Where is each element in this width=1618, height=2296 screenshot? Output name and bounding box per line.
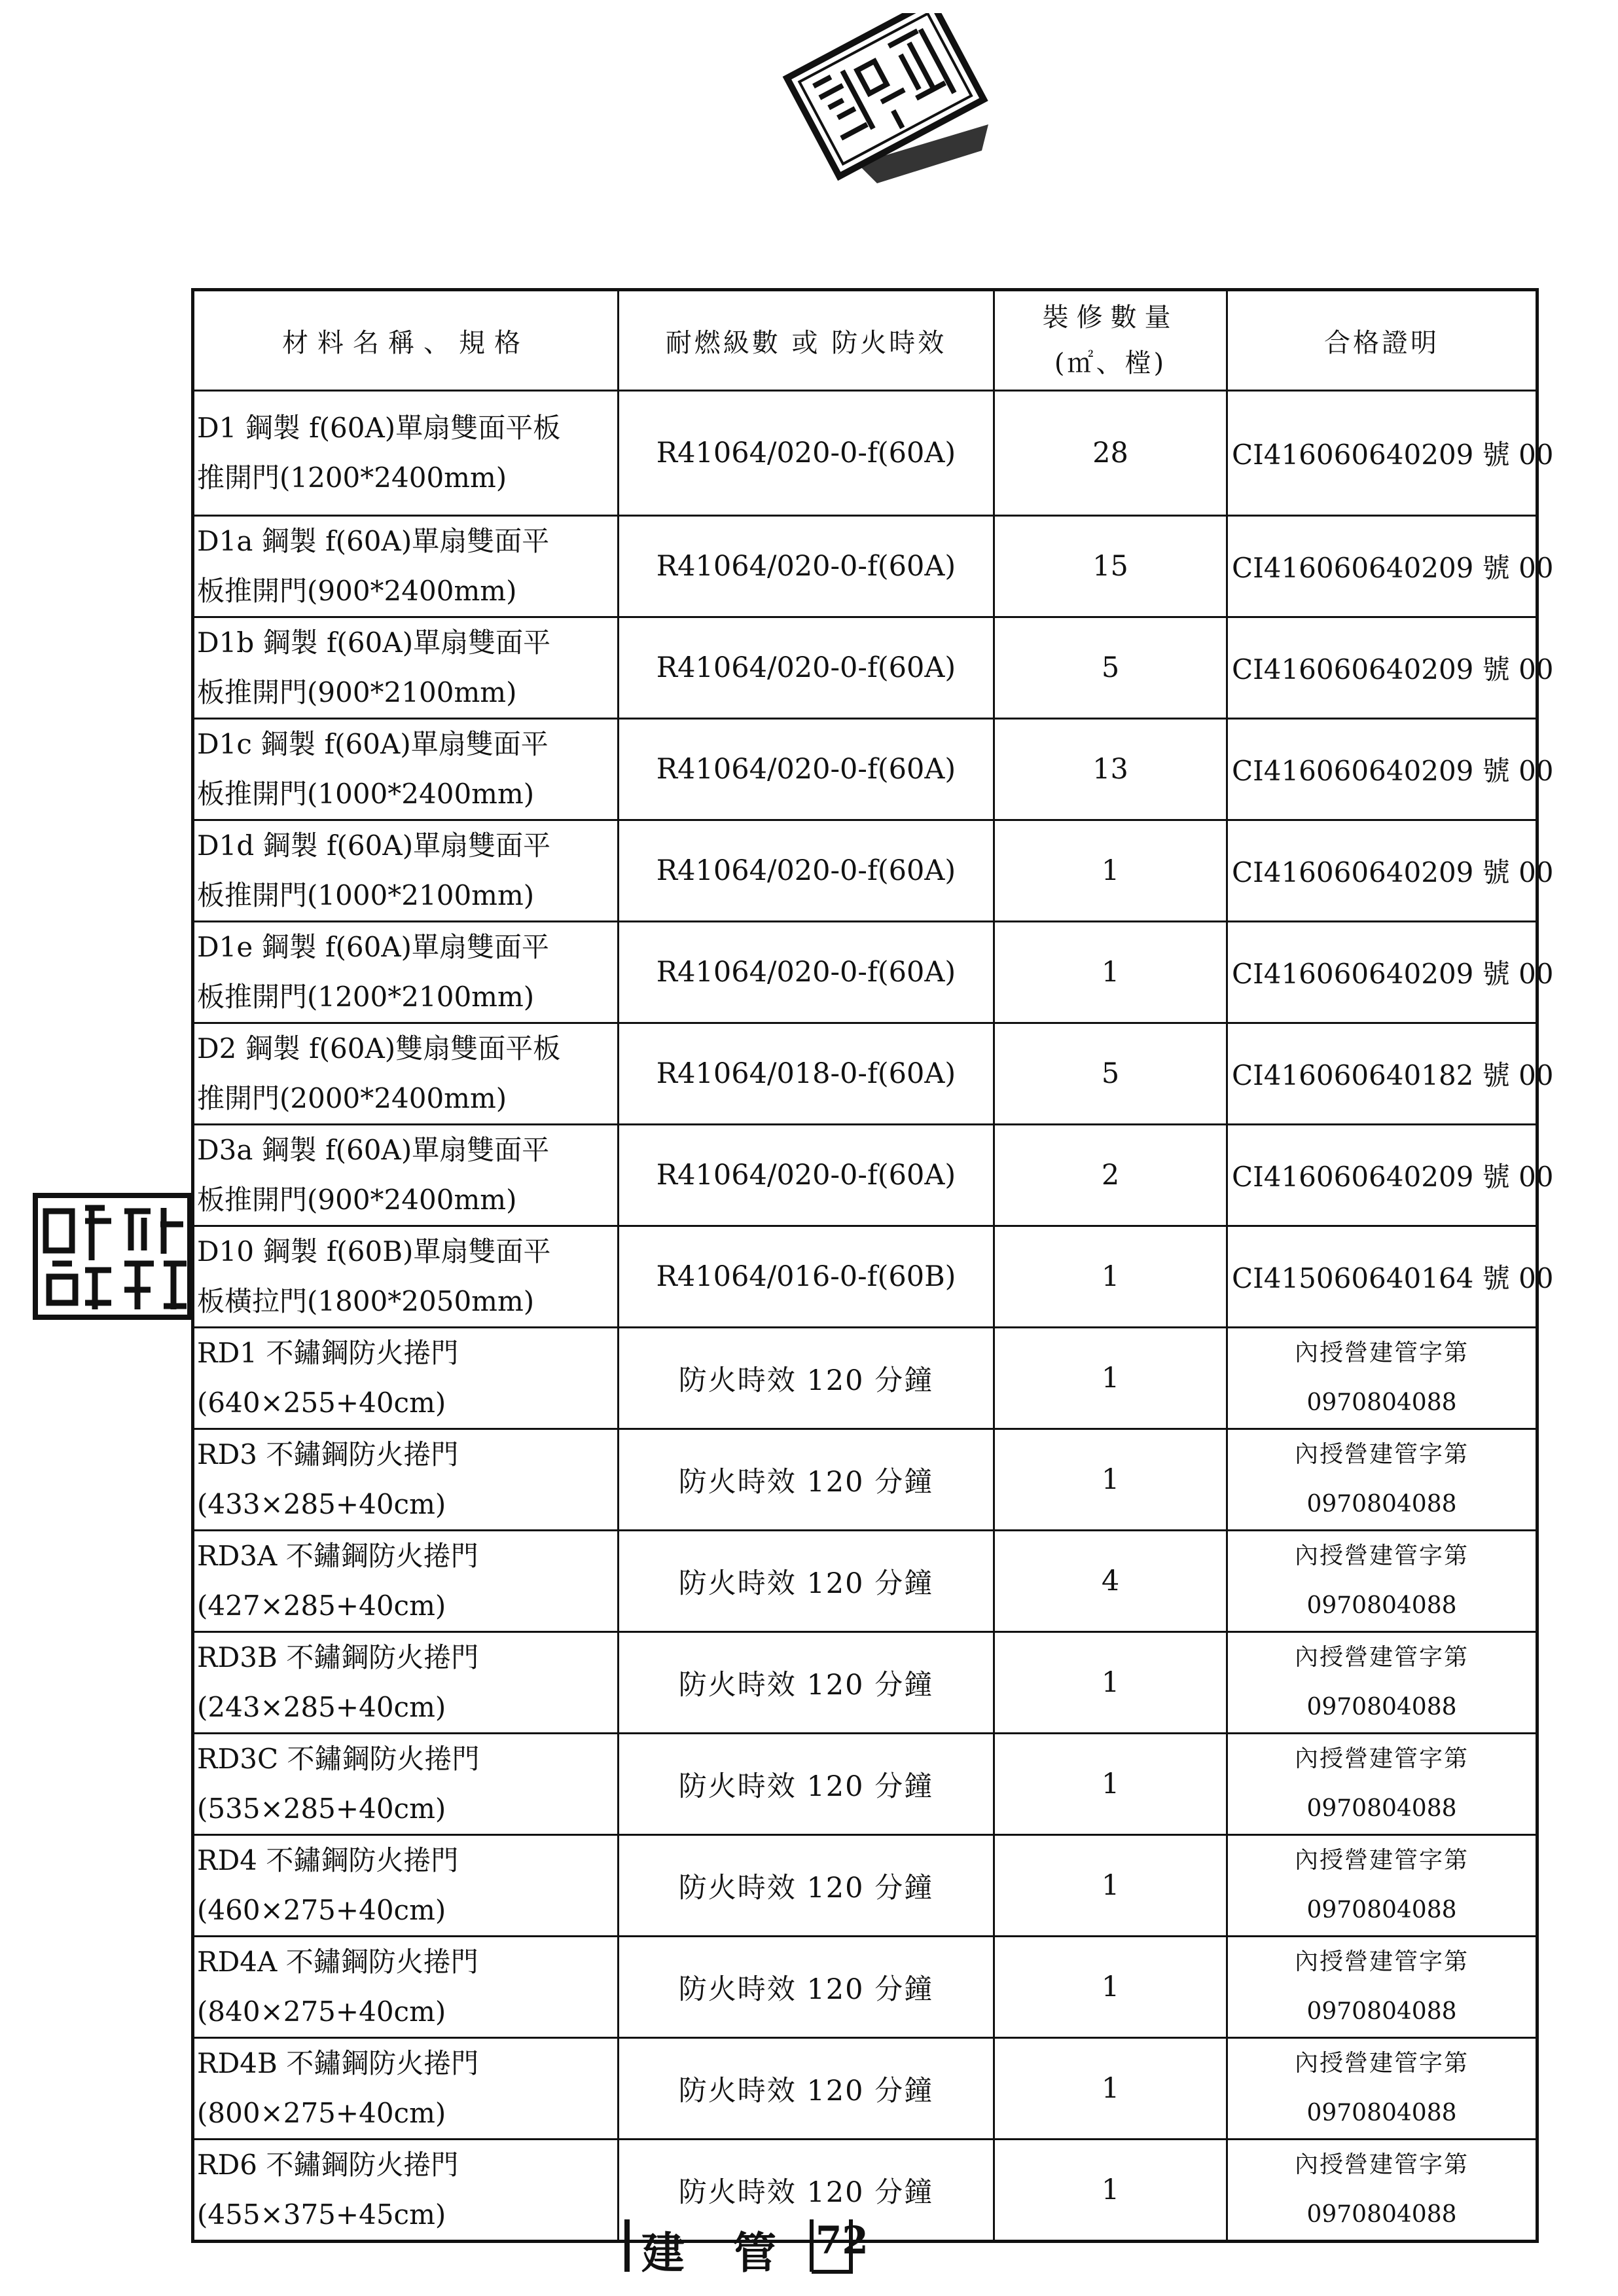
quantity-cell: 5: [994, 617, 1227, 719]
certificate-line1: 內授營建管字第: [1294, 2151, 1469, 2178]
material-name-line1: D10 鋼製 f(60B)單扇雙面平: [197, 1235, 551, 1267]
material-name-line1: RD3 不鏽鋼防火捲門: [197, 1438, 459, 1470]
material-name-line1: RD4A 不鏽鋼防火捲門: [197, 1946, 478, 1978]
material-name-line2: (433×285+40cm): [197, 1488, 446, 1520]
material-name-cell: [193, 1531, 619, 1632]
quantity-cell: 5: [994, 1023, 1227, 1125]
material-name-line1: D1e 鋼製 f(60A)單扇雙面平: [197, 931, 550, 963]
table-row: [193, 1429, 1537, 1531]
table-row: [193, 516, 1537, 617]
material-name-line1: D3a 鋼製 f(60A)單扇雙面平: [197, 1134, 550, 1166]
certificate-line2: 0970804088: [1306, 1897, 1457, 1923]
material-name-line1: D1c 鋼製 f(60A)單扇雙面平: [197, 728, 548, 760]
header-certificate: 合格證明: [1227, 290, 1537, 391]
certificate-line2: 0970804088: [1306, 1491, 1457, 1518]
fire-rating-cell: 防火時效 120 分鐘: [619, 1835, 994, 1937]
materials-table: [191, 288, 1554, 2243]
footer-char-1: 建: [641, 2227, 685, 2278]
certificate-line1: 內授營建管字第: [1294, 1441, 1469, 1468]
material-name-line2: 板推開門(900*2400mm): [197, 1184, 517, 1216]
certificate-cell: [1227, 1023, 1554, 1125]
material-name-line2: 推開門(1200*2400mm): [197, 462, 507, 494]
material-name-line2: (427×285+40cm): [197, 1590, 446, 1622]
fire-rating-cell: R41064/020-0-f(60A): [619, 1125, 994, 1226]
table-row: [193, 719, 1537, 820]
material-name-line1: D1a 鋼製 f(60A)單扇雙面平: [197, 525, 550, 557]
table-header-row: [193, 290, 1537, 391]
quantity-cell: 28: [994, 391, 1227, 516]
certificate-cell: [1227, 2140, 1537, 2242]
fire-rating-cell: R41064/020-0-f(60A): [619, 391, 994, 516]
fire-rating-cell: 防火時效 120 分鐘: [619, 1937, 994, 2038]
fire-rating-cell: R41064/020-0-f(60A): [619, 922, 994, 1023]
fire-rating-cell: R41064/020-0-f(60A): [619, 516, 994, 617]
table-row: [193, 1226, 1537, 1328]
material-name-line1: RD1 不鏽鋼防火捲門: [197, 1337, 459, 1369]
certificate-line2: 0970804088: [1306, 1694, 1457, 1721]
table-row: [193, 1632, 1537, 1734]
header-quantity-line2: (㎡、樘): [1054, 348, 1167, 378]
quantity-cell: 1: [994, 1734, 1227, 1835]
certificate-line1: CI416060640209 號 00: [1232, 755, 1554, 787]
footer-page-number: 72: [816, 2218, 869, 2263]
material-name-line2: (640×255+40cm): [197, 1387, 446, 1419]
certificate-line2: 0970804088: [1306, 2201, 1457, 2228]
certificate-cell: [1227, 1125, 1554, 1226]
material-name-line2: 推開門(2000*2400mm): [197, 1082, 507, 1114]
certificate-cell: [1227, 719, 1554, 820]
certificate-line2: 0970804088: [1306, 2100, 1457, 2126]
certificate-line2: 0970804088: [1306, 1998, 1457, 2025]
header-quantity-line1: 裝修數量: [1042, 302, 1179, 333]
material-name-cell: [193, 391, 619, 516]
fire-rating-cell: R41064/020-0-f(60A): [619, 719, 994, 820]
certificate-cell: [1227, 516, 1554, 617]
fire-rating-cell: 防火時效 120 分鐘: [619, 1734, 994, 1835]
certificate-line1: 內授營建管字第: [1294, 2050, 1469, 2077]
certificate-cell: [1227, 617, 1554, 719]
certificate-line1: 內授營建管字第: [1294, 1542, 1469, 1569]
material-name-cell: [193, 1125, 619, 1226]
quantity-cell: 1: [994, 2140, 1227, 2242]
fire-rating-cell: 防火時效 120 分鐘: [619, 2038, 994, 2140]
table-row: [193, 1328, 1537, 1429]
material-name-line2: 板推開門(1000*2400mm): [197, 778, 535, 810]
material-name-line2: 板推開門(900*2400mm): [197, 575, 517, 607]
material-name-line2: 板推開門(900*2100mm): [197, 676, 517, 708]
material-name-cell: [193, 2140, 619, 2242]
material-name-cell: [193, 820, 619, 922]
certificate-cell: [1227, 820, 1554, 922]
header-material-name: 材料名稱、規格: [193, 290, 619, 391]
quantity-cell: 4: [994, 1531, 1227, 1632]
certificate-cell: [1227, 1531, 1537, 1632]
certificate-line2: 0970804088: [1306, 1795, 1457, 1822]
material-name-line1: D1b 鋼製 f(60A)單扇雙面平: [197, 627, 551, 659]
certificate-line1: CI415060640164 號 00: [1232, 1262, 1554, 1294]
quantity-cell: 15: [994, 516, 1227, 617]
material-name-line1: RD6 不鏽鋼防火捲門: [197, 2149, 459, 2181]
material-name-line1: D1d 鋼製 f(60A)單扇雙面平: [197, 829, 551, 862]
material-name-line1: RD4B 不鏽鋼防火捲門: [197, 2047, 479, 2079]
table-row: [193, 617, 1537, 719]
certificate-cell: [1227, 1734, 1537, 1835]
certificate-line1: CI416060640209 號 00: [1232, 653, 1554, 685]
certificate-cell: [1227, 1835, 1537, 1937]
certificate-cell: [1227, 391, 1554, 516]
certificate-line1: CI416060640209 號 00: [1232, 958, 1554, 990]
certificate-line1: CI416060640209 號 00: [1232, 1161, 1554, 1193]
quantity-cell: 1: [994, 1632, 1227, 1734]
certificate-cell: [1227, 1429, 1537, 1531]
material-name-line1: RD3B 不鏽鋼防火捲門: [197, 1641, 479, 1673]
fire-rating-cell: R41064/020-0-f(60A): [619, 617, 994, 719]
certificate-line2: 0970804088: [1306, 1592, 1457, 1619]
material-name-cell: [193, 1023, 619, 1125]
material-name-cell: [193, 719, 619, 820]
material-name-line2: (535×285+40cm): [197, 1793, 446, 1825]
material-name-cell: [193, 516, 619, 617]
certificate-line1: 內授營建管字第: [1294, 1847, 1469, 1874]
table-row: [193, 820, 1537, 922]
material-name-line2: 板橫拉門(1800*2050mm): [197, 1285, 535, 1317]
table-row: [193, 922, 1537, 1023]
certificate-line1: 內授營建管字第: [1294, 1644, 1469, 1671]
fire-rating-cell: 防火時效 120 分鐘: [619, 1632, 994, 1734]
fire-rating-cell: 防火時效 120 分鐘: [619, 1328, 994, 1429]
header-quantity: [994, 290, 1227, 391]
quantity-cell: 1: [994, 820, 1227, 922]
quantity-cell: 1: [994, 1937, 1227, 2038]
fire-rating-cell: 防火時效 120 分鐘: [619, 2140, 994, 2242]
page-footer-stamp: [622, 2213, 871, 2278]
fire-rated-materials-table: [191, 288, 1554, 2243]
table-row: [193, 1937, 1537, 2038]
header-fire-rating: 耐燃級數 或 防火時效: [619, 290, 994, 391]
certificate-line2: 0970804088: [1306, 1389, 1457, 1416]
material-name-cell: [193, 1328, 619, 1429]
table-row: [193, 1023, 1537, 1125]
fire-rating-cell: 防火時效 120 分鐘: [619, 1531, 994, 1632]
material-name-line1: RD3C 不鏽鋼防火捲門: [197, 1743, 480, 1775]
quantity-cell: 1: [994, 1835, 1227, 1937]
material-name-cell: [193, 1937, 619, 2038]
fire-rating-cell: R41064/020-0-f(60A): [619, 820, 994, 922]
quantity-cell: 1: [994, 922, 1227, 1023]
material-name-cell: [193, 1835, 619, 1937]
certificate-cell: [1227, 2038, 1537, 2140]
material-name-line1: RD3A 不鏽鋼防火捲門: [197, 1540, 478, 1572]
quantity-cell: 1: [994, 1429, 1227, 1531]
material-name-cell: [193, 1226, 619, 1328]
official-seal-stamp: [779, 13, 995, 183]
fire-rating-cell: 防火時效 120 分鐘: [619, 1429, 994, 1531]
material-name-line1: D2 鋼製 f(60A)雙扇雙面平板: [197, 1032, 561, 1065]
quantity-cell: 2: [994, 1125, 1227, 1226]
table-row: [193, 1531, 1537, 1632]
material-name-line2: (800×275+40cm): [197, 2097, 446, 2129]
quantity-cell: 1: [994, 1328, 1227, 1429]
certificate-line1: CI416060640209 號 00: [1232, 856, 1554, 888]
material-name-cell: [193, 2038, 619, 2140]
fire-rating-cell: R41064/018-0-f(60A): [619, 1023, 994, 1125]
material-name-line2: (455×375+45cm): [197, 2198, 446, 2231]
certificate-line1: CI416060640182 號 00: [1232, 1059, 1554, 1091]
table-row: [193, 391, 1537, 516]
certificate-line1: 內授營建管字第: [1294, 1948, 1469, 1975]
table-row: [193, 1125, 1537, 1226]
material-name-cell: [193, 1429, 619, 1531]
material-name-line1: RD4 不鏽鋼防火捲門: [197, 1844, 459, 1876]
material-name-cell: [193, 922, 619, 1023]
material-name-line2: 板推開門(1000*2100mm): [197, 879, 535, 911]
material-name-cell: [193, 617, 619, 719]
material-name-line2: (840×275+40cm): [197, 1995, 446, 2028]
footer-char-2: 管: [733, 2227, 776, 2278]
material-name-line2: 板推開門(1200*2100mm): [197, 981, 535, 1013]
fire-rating-cell: R41064/016-0-f(60B): [619, 1226, 994, 1328]
certificate-line1: 內授營建管字第: [1294, 1339, 1469, 1366]
material-name-line2: (460×275+40cm): [197, 1894, 446, 1926]
certificate-line1: 內授營建管字第: [1294, 1745, 1469, 1772]
certificate-line1: CI416060640209 號 00: [1232, 439, 1554, 471]
certificate-cell: [1227, 1937, 1537, 2038]
material-name-cell: [193, 1734, 619, 1835]
quantity-cell: 1: [994, 2038, 1227, 2140]
certificate-line1: CI416060640209 號 00: [1232, 552, 1554, 584]
table-row: [193, 1835, 1537, 1937]
material-name-cell: [193, 1632, 619, 1734]
quantity-cell: 1: [994, 1226, 1227, 1328]
table-row: [193, 2038, 1537, 2140]
quantity-cell: 13: [994, 719, 1227, 820]
material-name-line1: D1 鋼製 f(60A)單扇雙面平板: [197, 412, 561, 444]
table-row: [193, 1734, 1537, 1835]
side-seal-stamp: [33, 1192, 193, 1322]
material-name-line2: (243×285+40cm): [197, 1691, 446, 1723]
certificate-cell: [1227, 1226, 1554, 1328]
certificate-cell: [1227, 1328, 1537, 1429]
certificate-cell: [1227, 922, 1554, 1023]
certificate-cell: [1227, 1632, 1537, 1734]
